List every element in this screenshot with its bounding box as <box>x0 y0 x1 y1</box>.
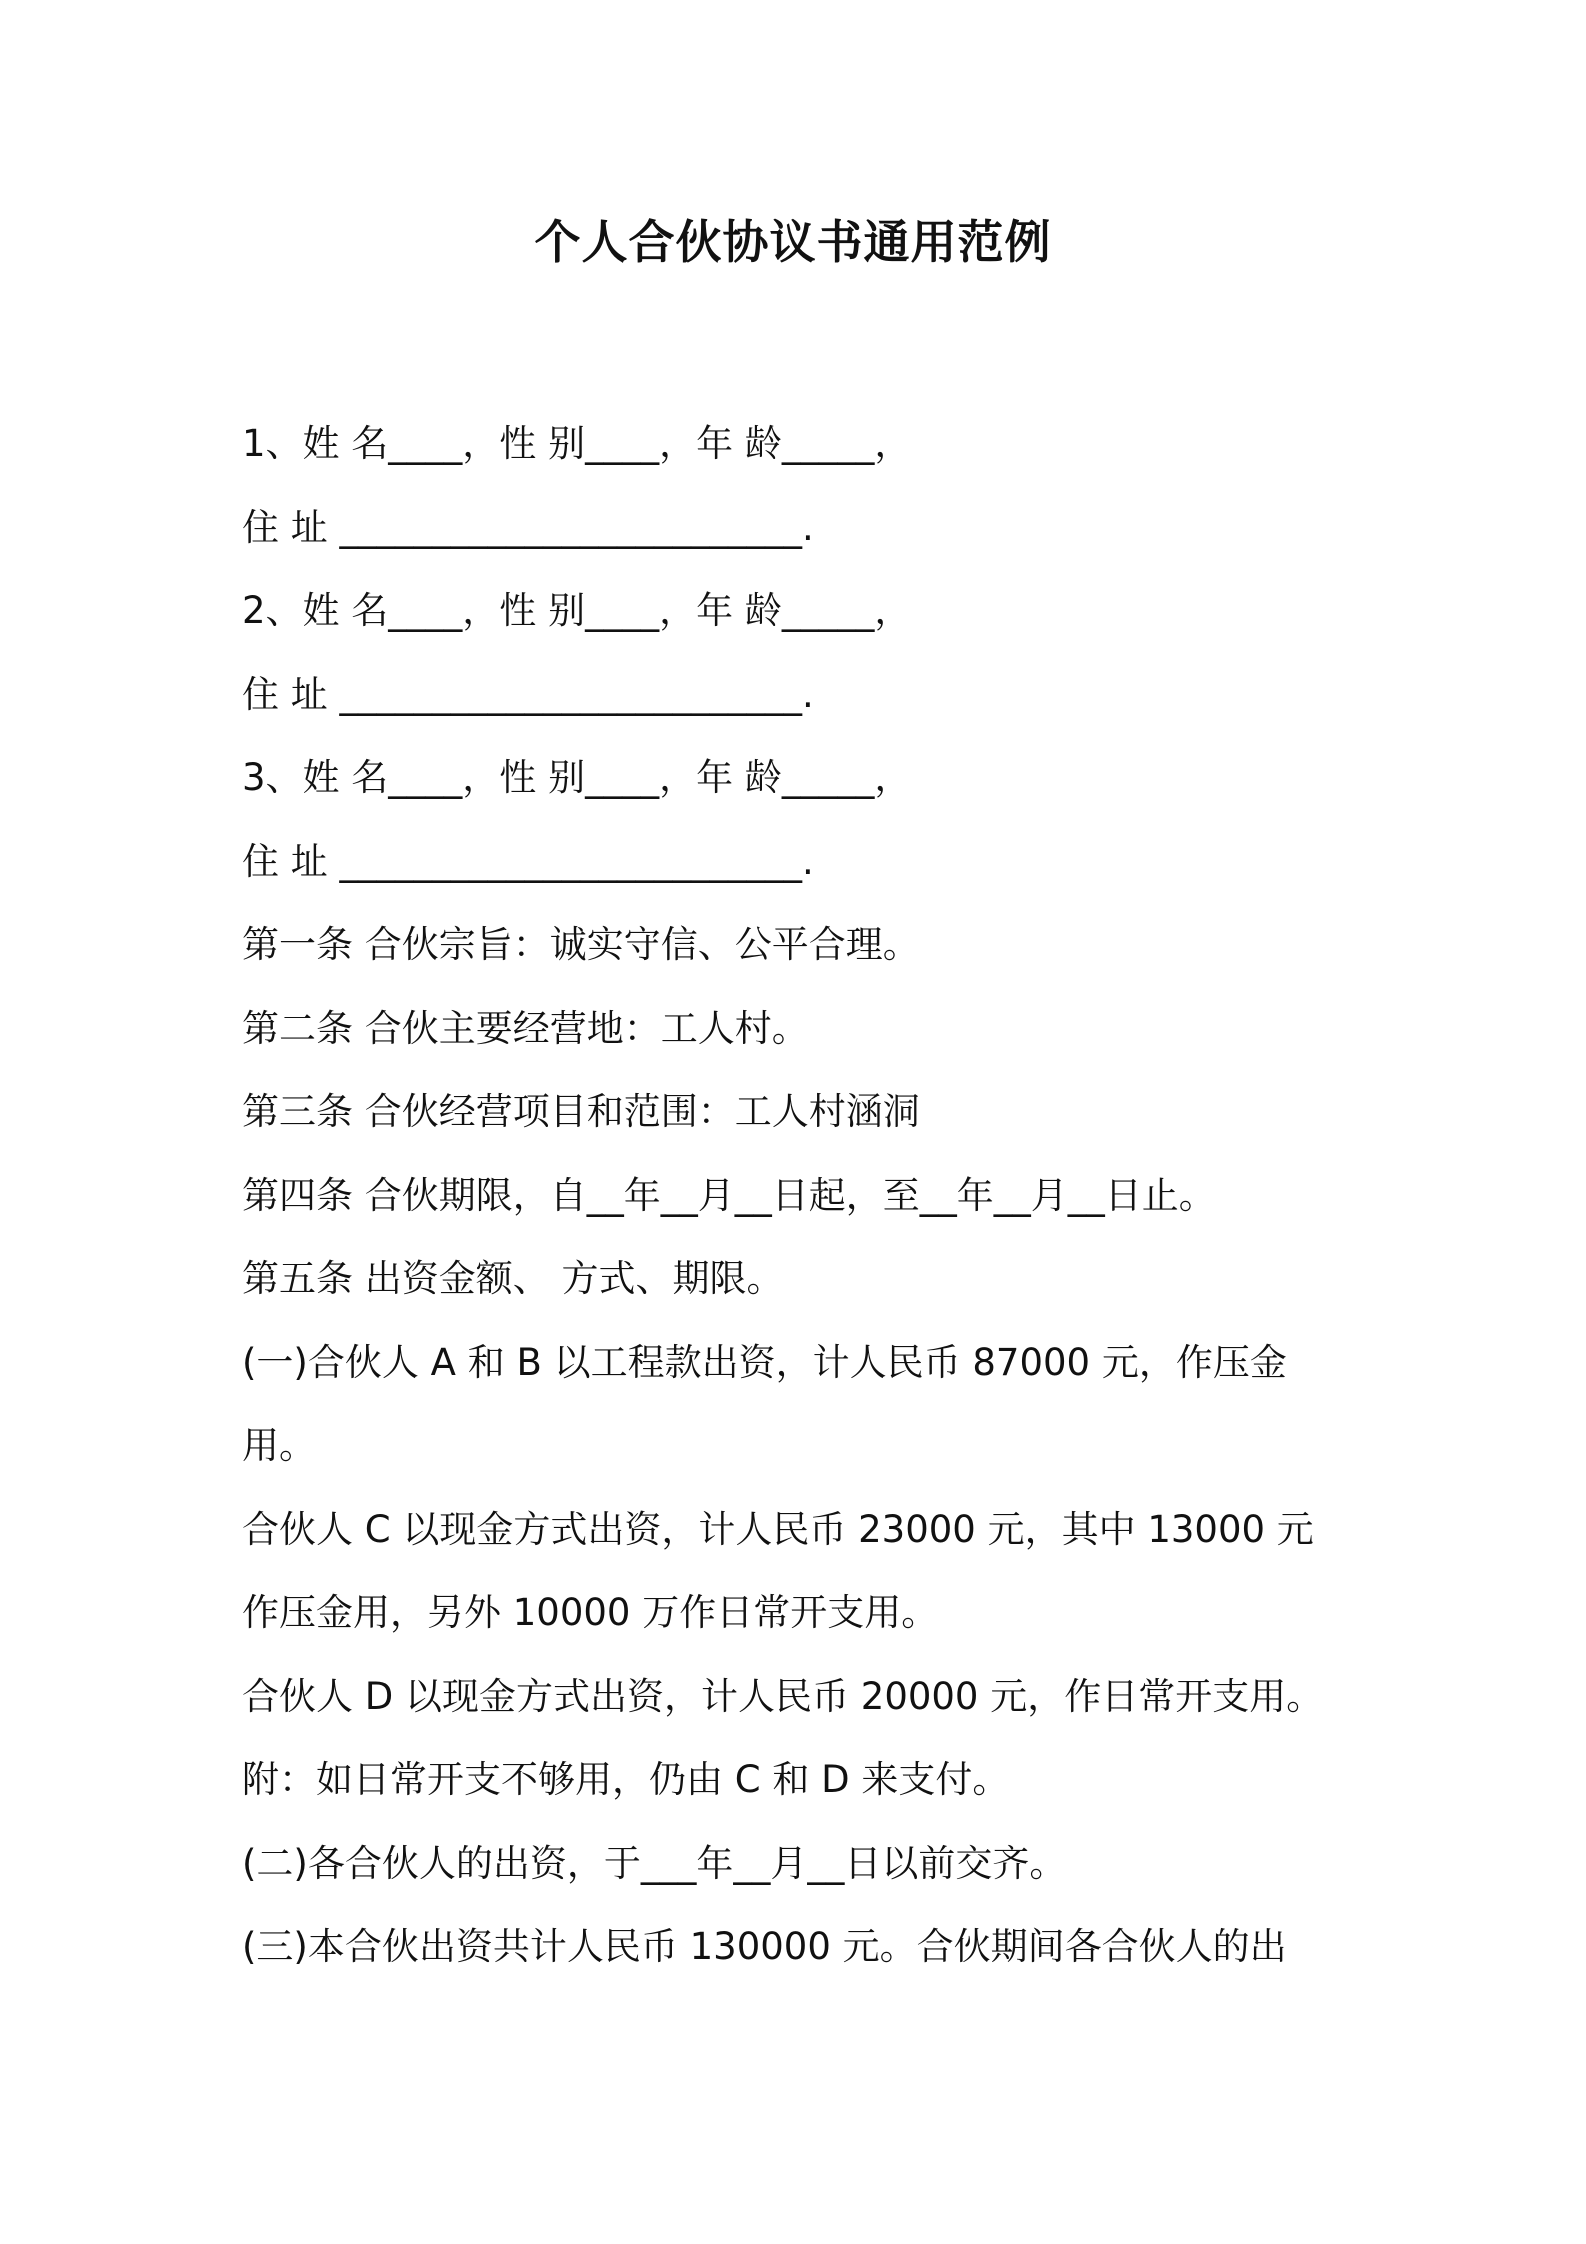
party-3-address-line: 住 址 _________________________. <box>242 839 814 883</box>
partner-c-line-2: 作压金用，另外 10000 万作日常开支用。 <box>242 1591 939 1634</box>
article-2: 第二条 合伙主要经营地：工人村。 <box>242 1006 809 1050</box>
article-5: 第五条 出资金额、 方式、期限。 <box>242 1257 784 1300</box>
party-1-address-line: 住 址 _________________________. <box>242 505 814 549</box>
document-title: 个人合伙协议书通用范例 <box>534 215 1052 269</box>
appendix-note: 附：如日常开支不够用，仍由 C 和 D 来支付。 <box>242 1758 1010 1801</box>
document-body <box>242 402 1392 1989</box>
article-4: 第四条 合伙期限，自__年__月__日起，至__年__月__日止。 <box>242 1173 1216 1217</box>
clause-3: (三)本合伙出资共计人民币 130000 元。合伙期间各合伙人的出 <box>242 1925 1287 1968</box>
party-2-address-line: 住 址 _________________________. <box>242 672 814 716</box>
partner-d-line: 合伙人 D 以现金方式出资，计人民币 20000 元，作日常开支用。 <box>242 1674 1324 1718</box>
clause-1-line-1: (一)合伙人 A 和 B 以工程款出资，计人民币 87000 元，作压金 <box>242 1340 1287 1384</box>
party-3-info-line: 3、姓 名____，性 别____，年 龄_____， <box>242 756 912 799</box>
party-2-info-line: 2、姓 名____，性 别____，年 龄_____， <box>242 589 912 632</box>
party-1-info-line: 1、姓 名____，性 别____，年 龄_____， <box>242 422 912 465</box>
article-1: 第一条 合伙宗旨：诚实守信、公平合理。 <box>242 923 920 966</box>
article-3: 第三条 合伙经营项目和范围：工人村涵洞 <box>242 1090 920 1133</box>
partner-c-line-1: 合伙人 C 以现金方式出资，计人民币 23000 元，其中 13000 元 <box>242 1507 1314 1551</box>
clause-2: (二)各合伙人的出资，于___年__月__日以前交齐。 <box>242 1841 1067 1885</box>
clause-1-line-2: 用。 <box>242 1424 316 1467</box>
